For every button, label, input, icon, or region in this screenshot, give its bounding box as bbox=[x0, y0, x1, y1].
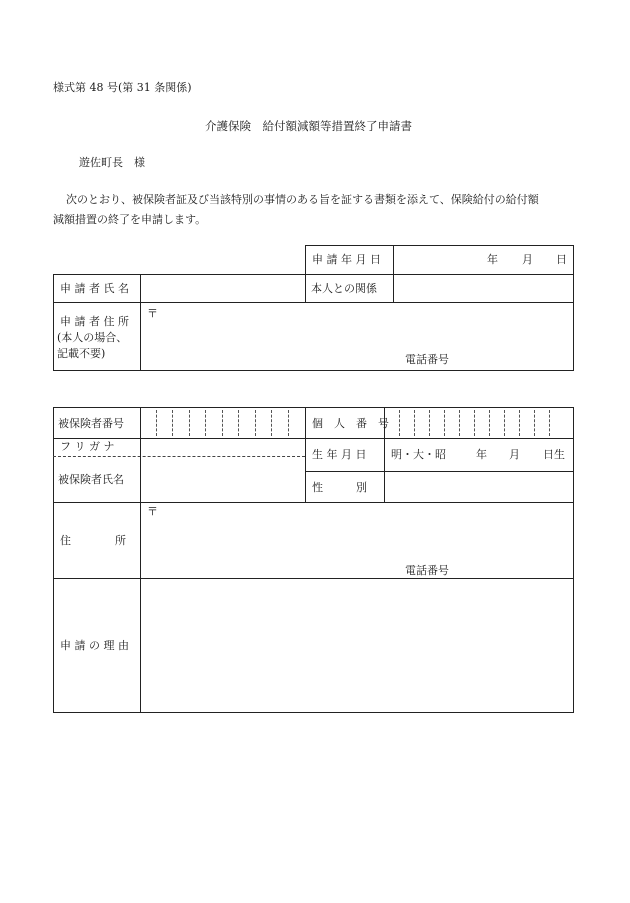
insured-address-field[interactable] bbox=[141, 503, 573, 577]
personal-number-label: 個 人 番 号 bbox=[312, 417, 389, 430]
insured-phone-label: 電話番号 bbox=[405, 564, 449, 577]
reason-field[interactable] bbox=[141, 579, 573, 712]
intro-line-1: 次のとおり、被保険者証及び当該特別の事情のある旨を証する書類を添えて、保険給付の給付額 bbox=[66, 193, 539, 206]
insured-postal-mark: 〒 bbox=[147, 505, 158, 518]
application-date-month[interactable]: 月 bbox=[522, 253, 533, 266]
applicant-name-label: 申 請 者 氏 名 bbox=[60, 282, 129, 295]
insured-name-field[interactable] bbox=[141, 457, 304, 501]
sex-field[interactable] bbox=[385, 472, 573, 501]
form-number: 様式第 48 号(第 31 条関係) bbox=[53, 81, 192, 94]
applicant-name-field[interactable] bbox=[141, 275, 304, 301]
birth-date-label: 生 年 月 日 bbox=[312, 448, 367, 461]
application-date-year[interactable]: 年 bbox=[487, 253, 498, 266]
applicant-phone-label: 電話番号 bbox=[405, 353, 449, 366]
insured-number-label: 被保険者番号 bbox=[58, 417, 124, 430]
addressee: 遊佐町長 様 bbox=[79, 156, 145, 169]
relation-label: 本人との関係 bbox=[311, 282, 377, 295]
applicant-address-field[interactable] bbox=[141, 303, 573, 370]
birth-year[interactable]: 年 bbox=[476, 448, 487, 461]
applicant-address-label: 申 請 者 住 所 bbox=[60, 315, 129, 328]
application-date-day[interactable]: 日 bbox=[556, 253, 567, 266]
relation-field[interactable] bbox=[394, 275, 573, 301]
era-options[interactable]: 明・大・昭 bbox=[391, 448, 446, 461]
sex-label: 性 別 bbox=[312, 481, 367, 494]
furigana-label: フ リ ガ ナ bbox=[60, 440, 115, 453]
applicant-address-note-1: (本人の場合、 bbox=[57, 331, 128, 344]
page-title: 介護保険 給付額減額等措置終了申請書 bbox=[205, 119, 412, 133]
birth-month[interactable]: 月 bbox=[509, 448, 520, 461]
application-date-label: 申 請 年 月 日 bbox=[312, 253, 381, 266]
intro-line-2: 減額措置の終了を申請します。 bbox=[53, 213, 207, 226]
insured-name-label: 被保険者氏名 bbox=[58, 473, 124, 486]
birth-day[interactable]: 日生 bbox=[543, 448, 565, 461]
applicant-address-note-2: 記載不要) bbox=[57, 347, 106, 360]
furigana-field[interactable] bbox=[141, 439, 304, 455]
insured-address-label: 住 所 bbox=[60, 534, 126, 547]
applicant-postal-mark: 〒 bbox=[147, 307, 158, 320]
reason-label: 申 請 の 理 由 bbox=[60, 639, 129, 652]
